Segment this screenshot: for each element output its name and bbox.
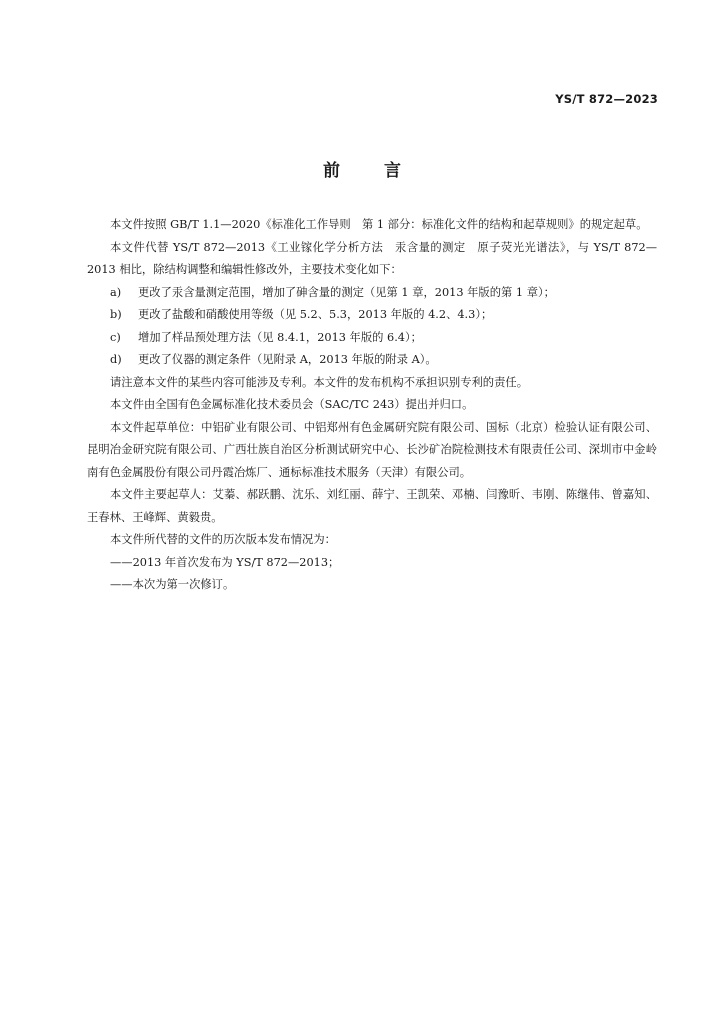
paragraph-replacement: 本文件代替 YS/T 872—2013《工业镓化学分析方法 汞含量的测定 原子荧光光谱法》，与 YS/T 872—2013 相比，除结构调整和编辑性修改外，主要技术变化如下： [87,240,657,276]
title-char-1: 前 [323,161,340,181]
standard-number: YS/T 872—2023 [555,92,658,106]
item-text: 增加了样品预处理方法（见 8.4.1，2013 年版的 6.4）； [138,330,422,344]
paragraph-committee: 本文件由全国有色金属标准化技术委员会（SAC/TC 243）提出并归口。 [110,398,474,411]
item-mark: c) [110,330,121,344]
item-text: 更改了盐酸和硝酸使用等级（见 5.2、5.3，2013 年版的 4.2、4.3）； [138,308,493,321]
paragraph-history-intro: 本文件所代替的文件的历次版本发布情况为： [110,533,336,546]
history-item: ——本次为第一次修订。 [110,578,235,591]
item-text: 更改了仪器的测定条件（见附录 A，2013 年版的附录 A）。 [138,353,437,366]
history-item: ——2013 年首次发布为 YS/T 872—2013； [110,555,340,569]
paragraph-drafters: 本文件主要起草人：艾蓁、郝跃鹏、沈乐、刘红丽、薛宁、王凯荣、邓楠、闫豫昕、韦刚、陈继伟、曾嘉知、王春林、王峰辉、黄毅贵。 [87,488,657,524]
foreword-body [87,214,657,597]
item-mark: d) [110,353,122,366]
item-mark: a) [110,285,122,299]
change-item [87,349,657,372]
paragraph-drafting-rules: 本文件按照 GB/T 1.1—2020《标准化工作导则 第 1 部分：标准化文件的结构和起草规则》的规定起草。 [110,218,648,231]
change-item [87,282,657,305]
paragraph-drafting-units: 本文件起草单位：中铝矿业有限公司、中铝郑州有色金属研究院有限公司、国标（北京）检验认证有限公司、昆明冶金研究院有限公司、广西壮族自治区分析测试研究中心、长沙矿冶院检测技术有限责任公司、深圳市中金岭南有色金属股份有限公司丹霞冶炼厂、通标标准技术服务（天津）有限公司。 [87,420,657,479]
change-item [87,327,657,350]
item-text: 更改了汞含量测定范围，增加了砷含量的测定（见第 1 章，2013 年版的第 1 章）； [138,285,555,299]
change-item [87,304,657,327]
title-char-2: 言 [384,161,401,181]
paragraph-patent-notice: 请注意本文件的某些内容可能涉及专利。本文件的发布机构不承担识别专利的责任。 [110,375,528,389]
page-title [0,156,724,181]
item-mark: b) [110,308,122,321]
